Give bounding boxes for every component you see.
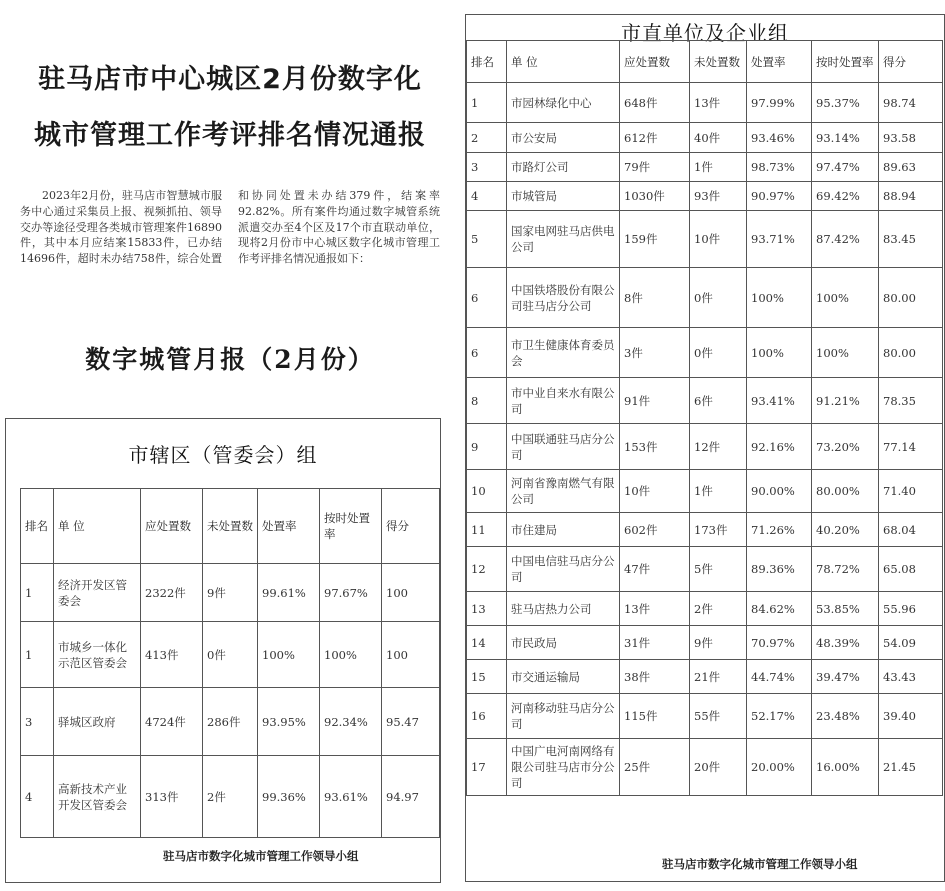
cell-rank: 4 (21, 756, 54, 838)
table-row (467, 513, 943, 547)
cell-rank: 1 (467, 83, 507, 123)
cell-undone: 10件 (690, 211, 747, 268)
header-due: 应处置数 (141, 489, 203, 564)
district-group-signature: 驻马店市数字化城市管理工作领导小组 (163, 849, 359, 863)
cell-undone: 20件 (690, 739, 747, 796)
cell-undone: 2件 (690, 592, 747, 626)
cell-unit: 中国广电河南网络有限公司驻马店市分公司 (507, 739, 620, 796)
table-row (467, 547, 943, 592)
cell-score: 55.96 (879, 592, 943, 626)
cell-unit: 国家电网驻马店供电公司 (507, 211, 620, 268)
cell-score: 39.40 (879, 694, 943, 739)
cell-undone: 9件 (690, 626, 747, 660)
cell-ontime: 100% (812, 328, 879, 378)
cell-rate: 98.73% (747, 153, 812, 182)
cell-due: 1030件 (620, 182, 690, 211)
header-rank: 排名 (21, 489, 54, 564)
cell-rank: 1 (21, 622, 54, 688)
city-group-title: 市直单位及企业组 (621, 21, 789, 45)
cell-rate: 71.26% (747, 513, 812, 547)
report-title (12, 52, 448, 164)
cell-undone: 55件 (690, 694, 747, 739)
table-row (21, 688, 440, 756)
cell-rate: 99.36% (258, 756, 320, 838)
cell-unit: 市民政局 (507, 626, 620, 660)
table-row (467, 424, 943, 470)
cell-due: 159件 (620, 211, 690, 268)
cell-ontime: 92.34% (320, 688, 382, 756)
cell-ontime: 93.14% (812, 123, 879, 153)
cell-rate: 100% (258, 622, 320, 688)
cell-score: 93.58 (879, 123, 943, 153)
cell-ontime: 69.42% (812, 182, 879, 211)
cell-score: 71.40 (879, 470, 943, 513)
cell-rate: 93.46% (747, 123, 812, 153)
cell-due: 91件 (620, 378, 690, 424)
table-header-row (467, 41, 943, 83)
table-row (21, 564, 440, 622)
cell-due: 413件 (141, 622, 203, 688)
cell-rank: 1 (21, 564, 54, 622)
cell-rate: 99.61% (258, 564, 320, 622)
cell-unit: 市卫生健康体育委员会 (507, 328, 620, 378)
cell-ontime: 80.00% (812, 470, 879, 513)
cell-ontime: 91.21% (812, 378, 879, 424)
cell-due: 313件 (141, 756, 203, 838)
table-row (467, 592, 943, 626)
cell-rate: 20.00% (747, 739, 812, 796)
cell-rank: 10 (467, 470, 507, 513)
table-row (467, 182, 943, 211)
cell-due: 47件 (620, 547, 690, 592)
cell-undone: 173件 (690, 513, 747, 547)
cell-rank: 17 (467, 739, 507, 796)
cell-undone: 0件 (690, 328, 747, 378)
cell-due: 153件 (620, 424, 690, 470)
cell-undone: 0件 (690, 268, 747, 328)
cell-ontime: 16.00% (812, 739, 879, 796)
cell-unit: 市园林绿化中心 (507, 83, 620, 123)
cell-rank: 16 (467, 694, 507, 739)
cell-rank: 11 (467, 513, 507, 547)
intro-text (20, 188, 440, 267)
district-ranking-table (20, 488, 440, 838)
cell-unit: 市住建局 (507, 513, 620, 547)
cell-rank: 6 (467, 328, 507, 378)
city-group-signature: 驻马店市数字化城市管理工作领导小组 (662, 857, 858, 871)
cell-undone: 93件 (690, 182, 747, 211)
cell-undone: 40件 (690, 123, 747, 153)
cell-score: 88.94 (879, 182, 943, 211)
cell-due: 648件 (620, 83, 690, 123)
cell-score: 83.45 (879, 211, 943, 268)
cell-score: 54.09 (879, 626, 943, 660)
cell-rate: 100% (747, 328, 812, 378)
table-header-row (21, 489, 440, 564)
header-ontime: 按时处置率 (320, 489, 382, 564)
cell-score: 80.00 (879, 328, 943, 378)
cell-rank: 15 (467, 660, 507, 694)
cell-ontime: 87.42% (812, 211, 879, 268)
cell-rank: 3 (21, 688, 54, 756)
table-row (467, 626, 943, 660)
cell-due: 25件 (620, 739, 690, 796)
header-ontime: 按时处置率 (812, 41, 879, 83)
cell-ontime: 78.72% (812, 547, 879, 592)
cell-rate: 97.99% (747, 83, 812, 123)
header-score: 得分 (879, 41, 943, 83)
cell-rank: 6 (467, 268, 507, 328)
table-row (467, 83, 943, 123)
cell-score: 77.14 (879, 424, 943, 470)
cell-ontime: 100% (320, 622, 382, 688)
cell-unit: 中国铁塔股份有限公司驻马店分公司 (507, 268, 620, 328)
header-rank: 排名 (467, 41, 507, 83)
table-row (467, 328, 943, 378)
district-group-title: 市辖区（管委会）组 (128, 443, 318, 467)
cell-due: 4724件 (141, 688, 203, 756)
cell-unit: 驿城区政府 (54, 688, 141, 756)
cell-due: 3件 (620, 328, 690, 378)
cell-rate: 70.97% (747, 626, 812, 660)
cell-ontime: 93.61% (320, 756, 382, 838)
cell-undone: 12件 (690, 424, 747, 470)
cell-rank: 12 (467, 547, 507, 592)
cell-undone: 13件 (690, 83, 747, 123)
city-table-body (467, 83, 943, 796)
header-score: 得分 (382, 489, 440, 564)
cell-due: 38件 (620, 660, 690, 694)
table-row (467, 470, 943, 513)
cell-undone: 2件 (203, 756, 258, 838)
cell-rate: 100% (747, 268, 812, 328)
city-ranking-table (466, 40, 943, 796)
cell-unit: 市路灯公司 (507, 153, 620, 182)
cell-rate: 90.00% (747, 470, 812, 513)
cell-unit: 市公安局 (507, 123, 620, 153)
cell-unit: 中国联通驻马店分公司 (507, 424, 620, 470)
cell-score: 94.97 (382, 756, 440, 838)
cell-unit: 市城乡一体化示范区管委会 (54, 622, 141, 688)
cell-rate: 93.71% (747, 211, 812, 268)
cell-rate: 44.74% (747, 660, 812, 694)
cell-rank: 4 (467, 182, 507, 211)
header-undone: 未处置数 (203, 489, 258, 564)
cell-unit: 中国电信驻马店分公司 (507, 547, 620, 592)
cell-rank: 5 (467, 211, 507, 268)
cell-score: 65.08 (879, 547, 943, 592)
cell-unit: 河南移动驻马店分公司 (507, 694, 620, 739)
table-row (467, 211, 943, 268)
cell-score: 89.63 (879, 153, 943, 182)
district-table-body (21, 564, 440, 838)
cell-ontime: 95.37% (812, 83, 879, 123)
cell-due: 2322件 (141, 564, 203, 622)
cell-undone: 1件 (690, 470, 747, 513)
cell-rate: 90.97% (747, 182, 812, 211)
cell-undone: 1件 (690, 153, 747, 182)
table-row (21, 756, 440, 838)
cell-ontime: 40.20% (812, 513, 879, 547)
cell-score: 78.35 (879, 378, 943, 424)
cell-due: 8件 (620, 268, 690, 328)
cell-rate: 92.16% (747, 424, 812, 470)
header-undone: 未处置数 (690, 41, 747, 83)
table-row (467, 268, 943, 328)
cell-due: 115件 (620, 694, 690, 739)
cell-due: 13件 (620, 592, 690, 626)
cell-ontime: 23.48% (812, 694, 879, 739)
cell-undone: 6件 (690, 378, 747, 424)
header-due: 应处置数 (620, 41, 690, 83)
table-row (467, 153, 943, 182)
cell-unit: 高新技术产业开发区管委会 (54, 756, 141, 838)
cell-unit: 河南省豫南燃气有限公司 (507, 470, 620, 513)
cell-score: 43.43 (879, 660, 943, 694)
cell-due: 602件 (620, 513, 690, 547)
cell-score: 98.74 (879, 83, 943, 123)
cell-ontime: 97.67% (320, 564, 382, 622)
table-row (467, 378, 943, 424)
cell-score: 21.45 (879, 739, 943, 796)
cell-rate: 52.17% (747, 694, 812, 739)
header-unit: 单 位 (507, 41, 620, 83)
cell-rate: 93.95% (258, 688, 320, 756)
cell-score: 100 (382, 622, 440, 688)
cell-ontime: 97.47% (812, 153, 879, 182)
cell-undone: 5件 (690, 547, 747, 592)
table-row (21, 622, 440, 688)
header-unit: 单 位 (54, 489, 141, 564)
cell-unit: 市城管局 (507, 182, 620, 211)
cell-undone: 286件 (203, 688, 258, 756)
cell-undone: 0件 (203, 622, 258, 688)
cell-due: 79件 (620, 153, 690, 182)
cell-rank: 13 (467, 592, 507, 626)
cell-undone: 21件 (690, 660, 747, 694)
cell-unit: 市交通运输局 (507, 660, 620, 694)
header-rate: 处置率 (747, 41, 812, 83)
table-row (467, 694, 943, 739)
cell-undone: 9件 (203, 564, 258, 622)
cell-unit: 经济开发区管委会 (54, 564, 141, 622)
cell-score: 95.47 (382, 688, 440, 756)
cell-rank: 2 (467, 123, 507, 153)
cell-rank: 3 (467, 153, 507, 182)
table-row (467, 739, 943, 796)
cell-rank: 14 (467, 626, 507, 660)
cell-rank: 8 (467, 378, 507, 424)
cell-ontime: 53.85% (812, 592, 879, 626)
report-title-line-1: 驻马店市中心城区2月份数字化 (38, 64, 422, 95)
cell-rank: 9 (467, 424, 507, 470)
cell-due: 10件 (620, 470, 690, 513)
cell-score: 68.04 (879, 513, 943, 547)
cell-ontime: 100% (812, 268, 879, 328)
cell-unit: 驻马店热力公司 (507, 592, 620, 626)
cell-score: 100 (382, 564, 440, 622)
monthly-report-heading: 数字城管月报（2月份） (85, 345, 375, 374)
cell-due: 31件 (620, 626, 690, 660)
table-row (467, 660, 943, 694)
intro-paragraph: 2023年2月份，驻马店市智慧城市服务中心通过采集员上报、视频抓拍、领导交办等途径受理各类城市管理案件16890件，其中本月应结案15833件，已办结14696件，超时未办结758件，综合处置和协同处置未办结379件，结案率92.82%。所有案件均通过数字城管系统派遣交办至4个区及17个市直联动单位，现将2月份市中心城区数字化城市管理工作考评排名情况通报如下： (20, 189, 440, 266)
cell-score: 80.00 (879, 268, 943, 328)
left-column (0, 0, 448, 891)
header-rate: 处置率 (258, 489, 320, 564)
cell-ontime: 39.47% (812, 660, 879, 694)
table-row (467, 123, 943, 153)
cell-ontime: 48.39% (812, 626, 879, 660)
cell-rate: 89.36% (747, 547, 812, 592)
cell-unit: 市中业自来水有限公司 (507, 378, 620, 424)
cell-rate: 93.41% (747, 378, 812, 424)
report-title-line-2: 城市管理工作考评排名情况通报 (34, 120, 426, 151)
cell-due: 612件 (620, 123, 690, 153)
cell-ontime: 73.20% (812, 424, 879, 470)
cell-rate: 84.62% (747, 592, 812, 626)
